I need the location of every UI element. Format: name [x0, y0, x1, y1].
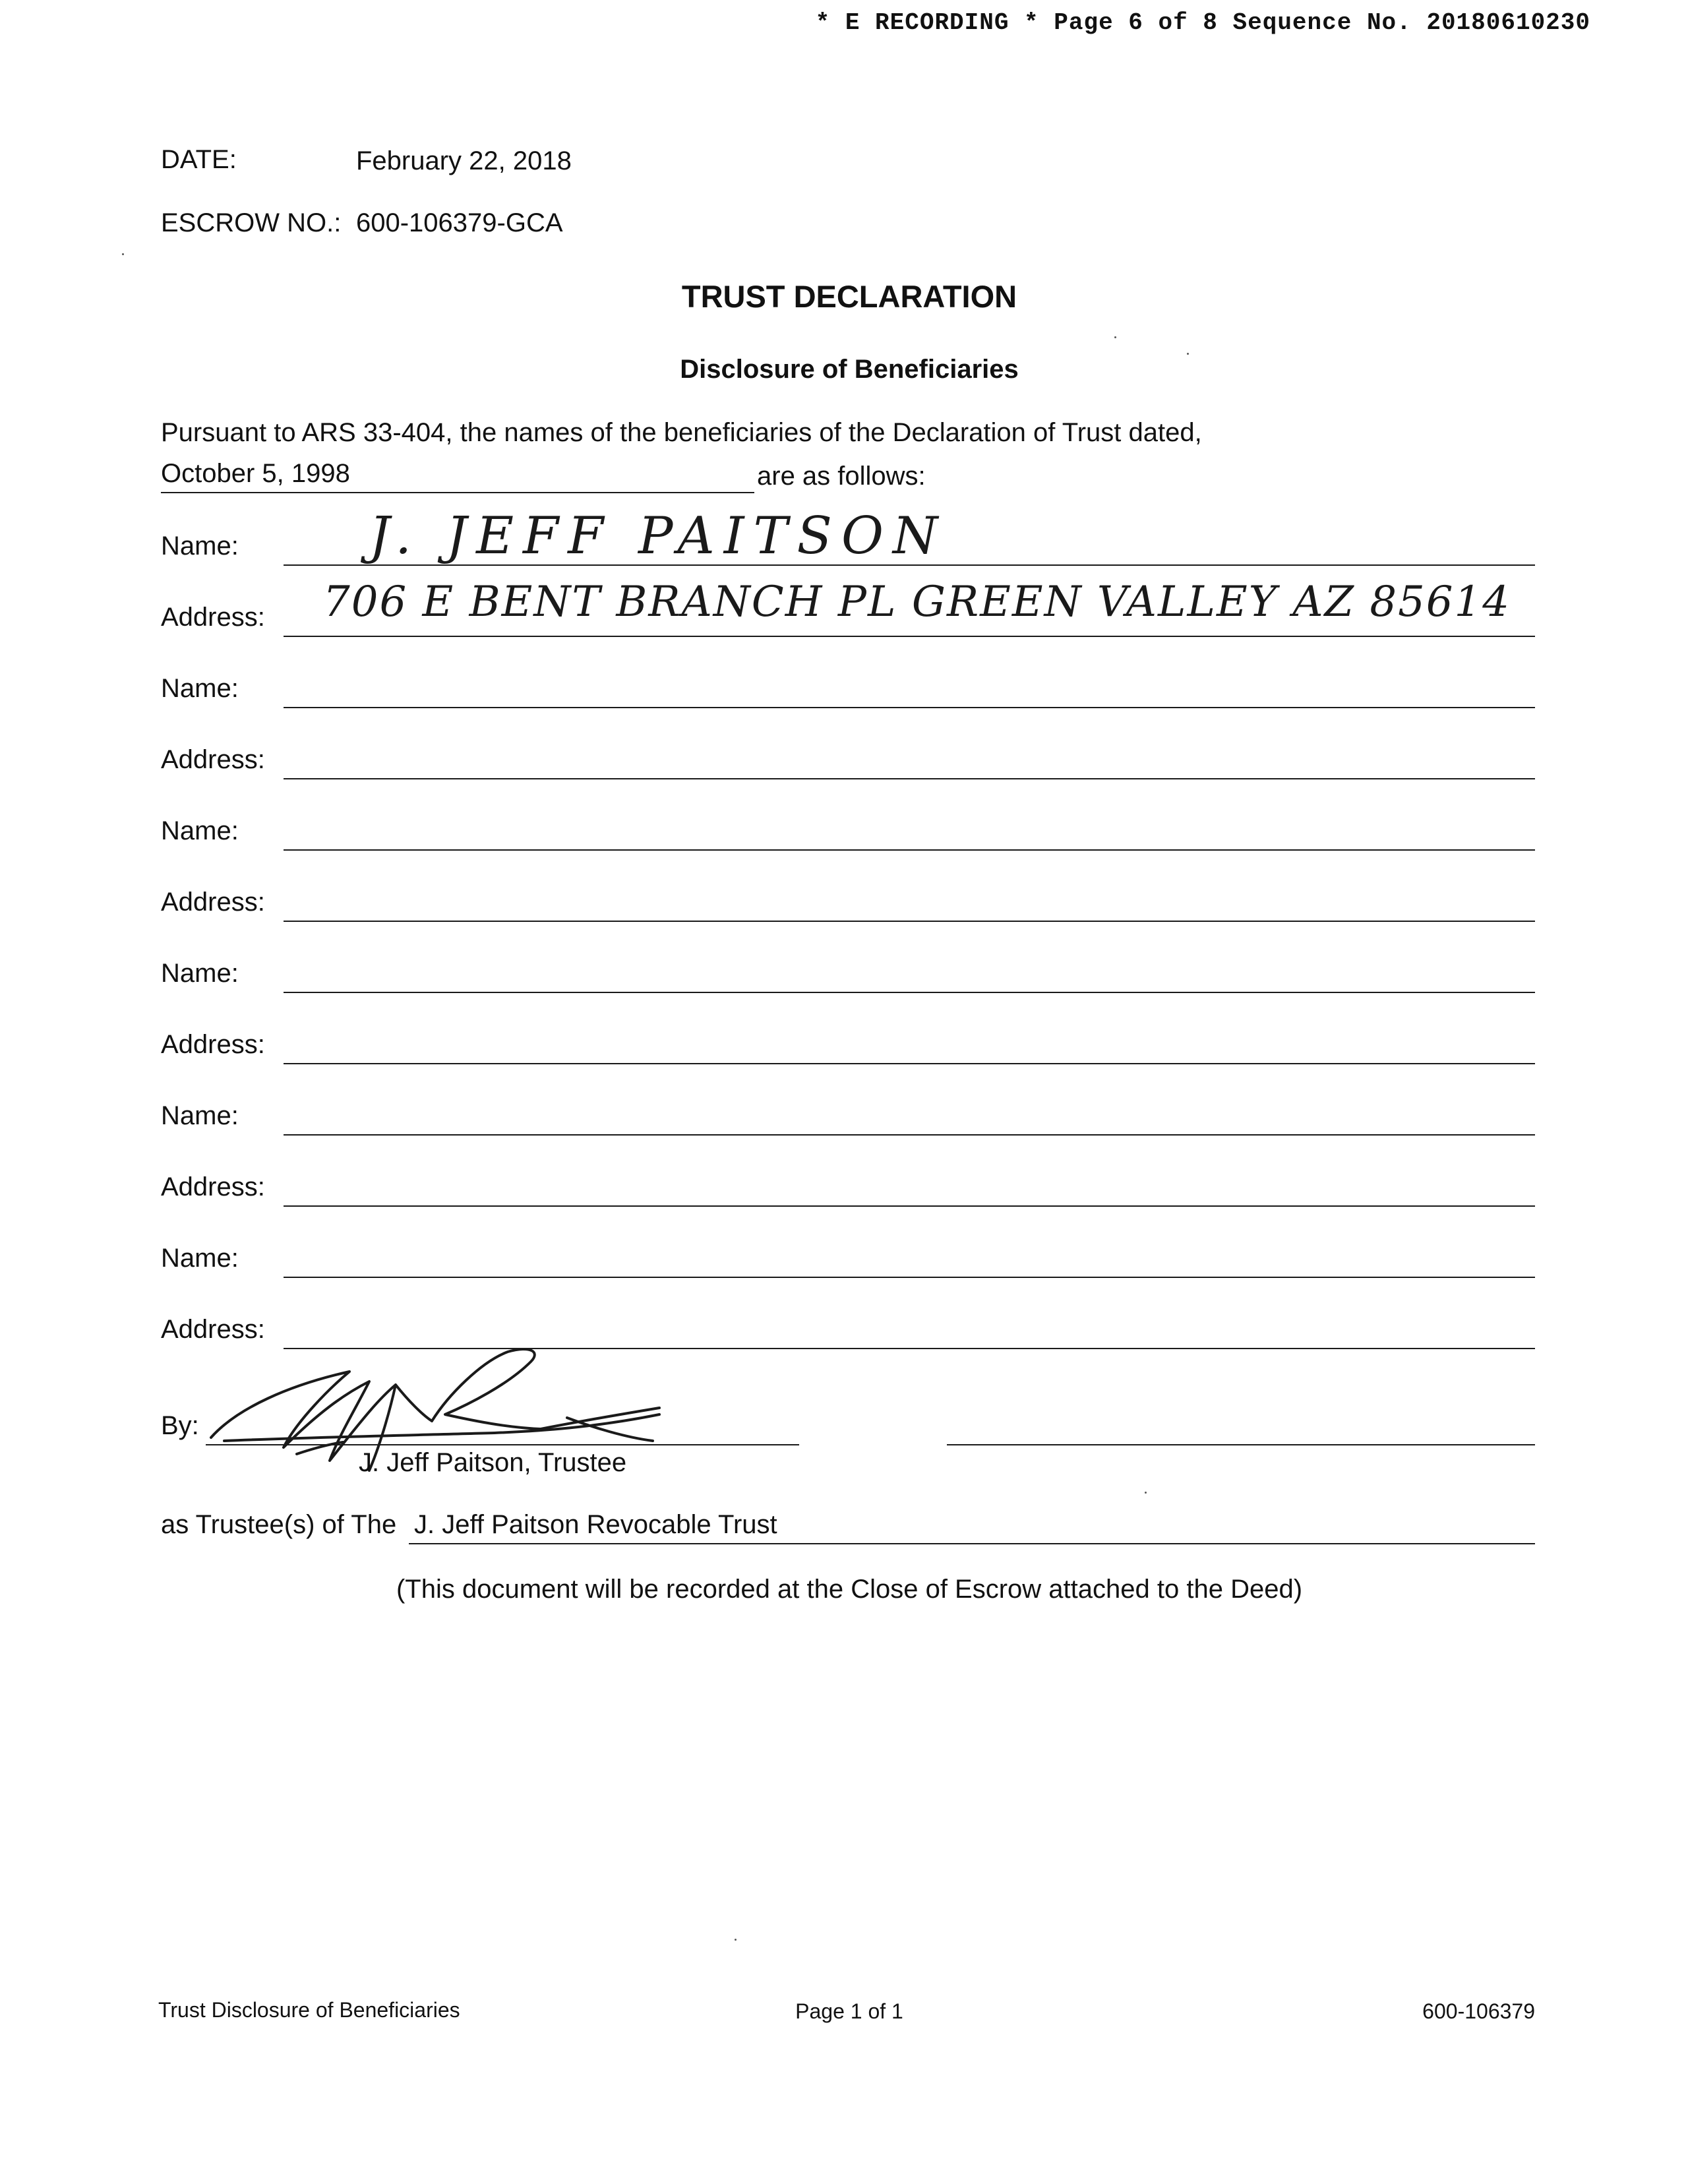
signer-name: J. Jeff Paitson, Trustee: [359, 1448, 627, 1477]
scan-speck: [1114, 336, 1116, 338]
beneficiary-1-address-label: Address:: [161, 603, 265, 632]
scan-speck: [1187, 353, 1189, 355]
beneficiary-4-address-label: Address:: [161, 1030, 265, 1059]
second-signature-line: [947, 1444, 1535, 1445]
beneficiary-5-address-label: Address:: [161, 1172, 265, 1201]
beneficiary-3-name-line: [284, 849, 1535, 851]
beneficiary-2-address-label: Address:: [161, 745, 265, 774]
trust-date-underline: [161, 492, 754, 493]
date-value: February 22, 2018: [356, 146, 572, 175]
beneficiary-2-name-label: Name:: [161, 674, 239, 703]
beneficiary-4-name-line: [284, 992, 1535, 993]
footer-page-number: Page 1 of 1: [795, 1999, 903, 2023]
beneficiary-2-name-line: [284, 707, 1535, 708]
beneficiary-6-name-label: Name:: [161, 1244, 239, 1273]
recording-note: (This document will be recorded at the Close of Escrow attached to the Deed): [396, 1575, 1303, 1604]
escrow-value: 600-106379-GCA: [356, 208, 563, 237]
trustee-prefix: as Trustee(s) of The: [161, 1510, 397, 1539]
beneficiary-6-address-label: Address:: [161, 1315, 265, 1344]
beneficiary-1-name-label: Name:: [161, 531, 239, 561]
beneficiary-5-name-label: Name:: [161, 1101, 239, 1130]
footer-left: Trust Disclosure of Beneficiaries: [158, 1998, 460, 2022]
intro-text: Pursuant to ARS 33-404, the names of the beneficiaries of the Declaration of Trust dated,: [161, 418, 1202, 447]
beneficiary-5-name-line: [284, 1134, 1535, 1136]
recording-stamp: * E RECORDING * Page 6 of 8 Sequence No. 20180610230: [815, 9, 1590, 36]
beneficiary-1-address-line: [284, 636, 1535, 637]
beneficiary-3-name-label: Name:: [161, 816, 239, 845]
footer-right: 600-106379: [1422, 1999, 1535, 2023]
beneficiary-6-name-line: [284, 1277, 1535, 1278]
document-subtitle: Disclosure of Beneficiaries: [680, 355, 1019, 384]
beneficiary-5-address-line: [284, 1205, 1535, 1207]
by-label: By:: [161, 1411, 199, 1440]
scan-speck: [122, 253, 124, 255]
intro-suffix: are as follows:: [757, 462, 926, 491]
trust-name: J. Jeff Paitson Revocable Trust: [414, 1510, 777, 1539]
trust-name-line: [409, 1543, 1535, 1544]
beneficiary-3-address-label: Address:: [161, 888, 265, 917]
beneficiary-4-address-line: [284, 1063, 1535, 1064]
beneficiary-2-address-line: [284, 778, 1535, 779]
document-title: TRUST DECLARATION: [681, 279, 1017, 314]
trust-date: October 5, 1998: [161, 459, 350, 488]
scan-speck: [1145, 1492, 1147, 1494]
beneficiary-1-address-value: 706 E BENT BRANCH PL GREEN VALLEY AZ 85614: [323, 578, 1511, 626]
beneficiary-1-name-value: J. JEFF PAITSON: [369, 506, 948, 566]
beneficiary-4-name-label: Name:: [161, 959, 239, 988]
escrow-label: ESCROW NO.:: [161, 208, 342, 237]
scan-speck: [735, 1939, 737, 1941]
date-label: DATE:: [161, 145, 237, 174]
beneficiary-3-address-line: [284, 921, 1535, 922]
